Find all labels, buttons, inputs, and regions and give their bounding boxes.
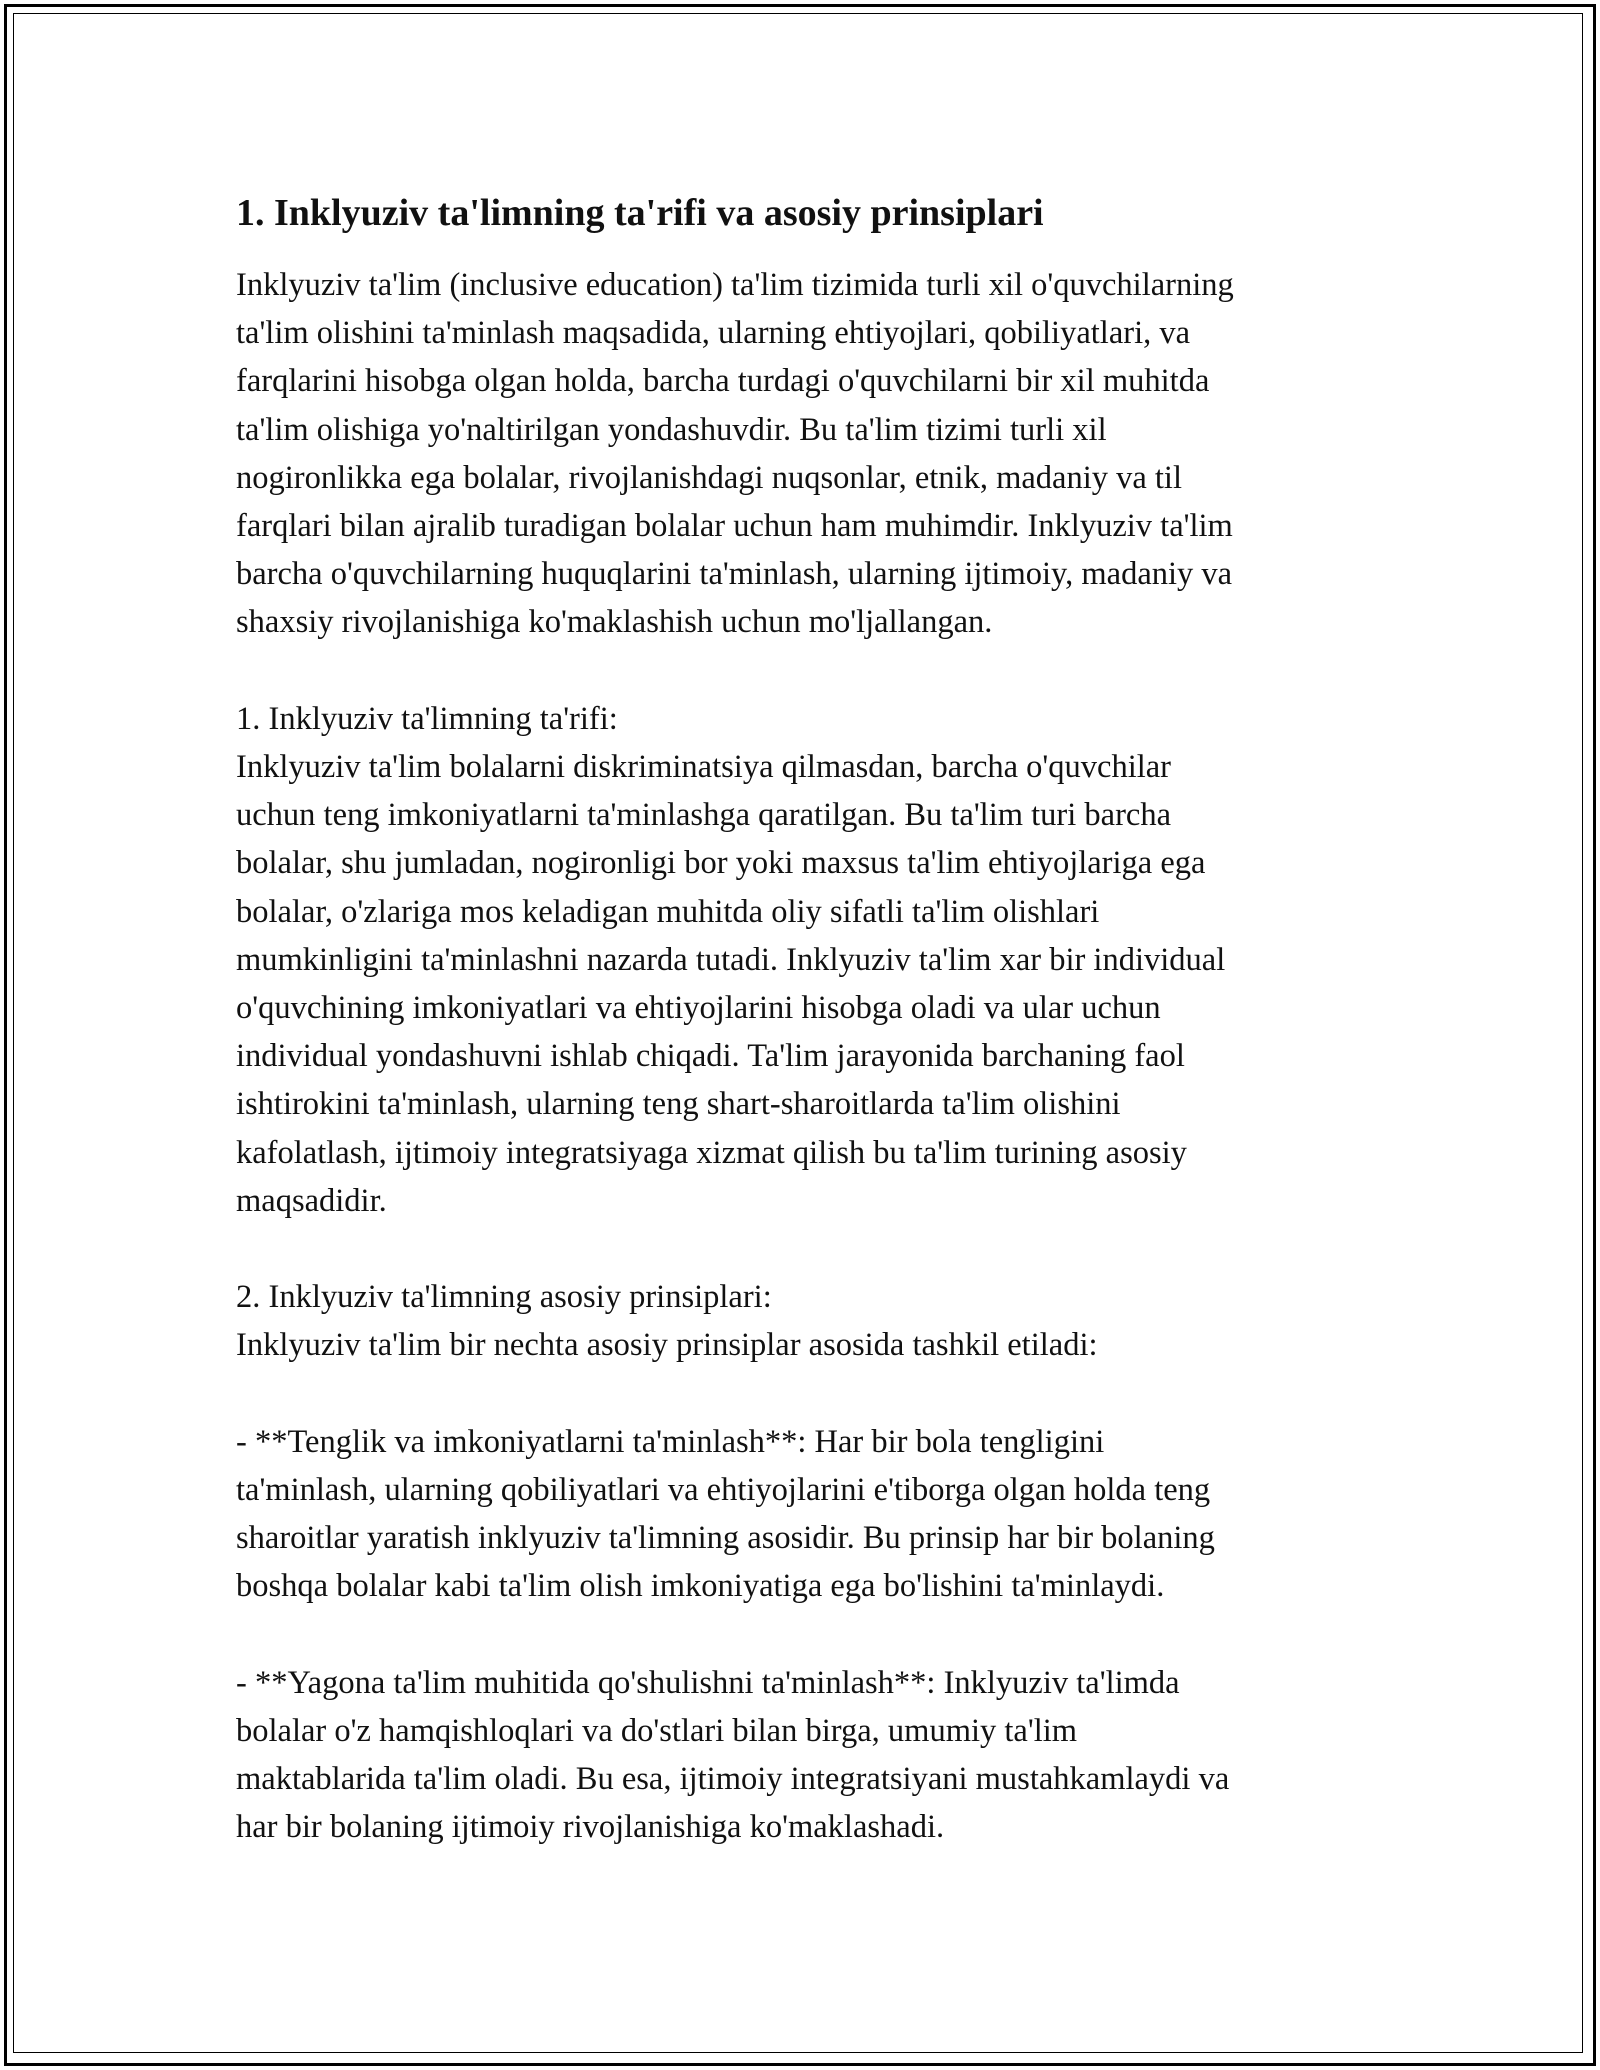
- section-title: 2. Inklyuziv ta'limning asosiy prinsiplari:: [236, 1279, 772, 1316]
- text-line: nogironlikka ega bolalar, rivojlanishdagi nuqsonlar, etnik, madaniy va til: [236, 459, 1182, 496]
- text-line: bolalar, o'zlariga mos keladigan muhitda oliy sifatli ta'lim olishlari: [236, 893, 1100, 930]
- text-line: boshqa bolalar kabi ta'lim olish imkoniyatiga ega bo'lishini ta'minlaydi.: [236, 1568, 1165, 1605]
- text-line: Inklyuziv ta'lim bolalarni diskriminatsiya qilmasdan, barcha o'quvchilar: [236, 749, 1172, 786]
- text-line: ta'lim olishini ta'minlash maqsadida, ularning ehtiyojlari, qobiliyatlari, va: [236, 315, 1191, 352]
- text-line: farqlarini hisobga olgan holda, barcha turdagi o'quvchilarni bir xil muhitda: [236, 363, 1210, 400]
- text-line: individual yondashuvni ishlab chiqadi. Ta'lim jarayonida barchaning faol: [236, 1038, 1185, 1075]
- paragraph-spacer: [236, 1370, 1386, 1418]
- text-line: o'quvchining imkoniyatlari va ehtiyojlarini hisobga oladi va ular uchun: [236, 990, 1161, 1027]
- principle-item-inclusion: [236, 1659, 1386, 1852]
- text-line: bolalar, shu jumladan, nogironligi bor yoki maxsus ta'lim ehtiyojlariga ega: [236, 845, 1206, 882]
- document-body: [236, 187, 1386, 1852]
- section-principles: [236, 1273, 1386, 1369]
- text-line: ta'lim olishiga yo'naltirilgan yondashuvdir. Bu ta'lim tizimi turli xil: [236, 411, 1107, 448]
- paragraph-spacer: [236, 1611, 1386, 1659]
- text-line: uchun teng imkoniyatlarni ta'minlashga qaratilgan. Bu ta'lim turi barcha: [236, 797, 1171, 834]
- text-line: sharoitlar yaratish inklyuziv ta'limning asosidir. Bu prinsip har bir bolaning: [236, 1520, 1215, 1557]
- text-line: Inklyuziv ta'lim bir nechta asosiy prinsiplar asosida tashkil etiladi:: [236, 1327, 1098, 1364]
- section-title: 1. Inklyuziv ta'limning ta'rifi:: [236, 700, 618, 737]
- text-line: bolalar o'z hamqishloqlari va do'stlari bilan birga, umumiy ta'lim: [236, 1713, 1078, 1750]
- section-definition: [236, 695, 1386, 1225]
- text-line: har bir bolaning ijtimoiy rivojlanishiga ko'maklashadi.: [236, 1809, 945, 1846]
- text-line: - **Tenglik va imkoniyatlarni ta'minlash**: Har bir bola tengligini: [236, 1423, 1105, 1460]
- text-line: - **Yagona ta'lim muhitida qo'shulishni ta'minlash**: Inklyuziv ta'limda: [236, 1664, 1180, 1701]
- text-line: barcha o'quvchilarning huquqlarini ta'minlash, ularning ijtimoiy, madaniy va: [236, 556, 1233, 593]
- text-line: Inklyuziv ta'lim (inclusive education) ta'lim tizimida turli xil o'quvchilarning: [236, 267, 1234, 303]
- paragraph-spacer: [236, 1225, 1386, 1273]
- text-line: ishtirokini ta'minlash, ularning teng shart-sharoitlarda ta'lim olishini: [236, 1086, 1121, 1123]
- text-line: mumkinligini ta'minlashni nazarda tutadi. Inklyuziv ta'lim xar bir individual: [236, 941, 1226, 978]
- intro-paragraph: [236, 261, 1386, 647]
- text-line: maqsadidir.: [236, 1182, 387, 1219]
- page-title: 1. Inklyuziv ta'limning ta'rifi va asosiy prinsiplari: [236, 192, 1044, 234]
- text-line: shaxsiy rivojlanishiga ko'maklashish uchun mo'ljallangan.: [236, 604, 993, 641]
- text-line: kafolatlash, ijtimoiy integratsiyaga xizmat qilish bu ta'lim turining asosiy: [236, 1134, 1187, 1171]
- text-line: maktablarida ta'lim oladi. Bu esa, ijtimoiy integratsiyani mustahkamlaydi va: [236, 1761, 1230, 1798]
- text-line: farqlari bilan ajralib turadigan bolalar uchun ham muhimdir. Inklyuziv ta'lim: [236, 508, 1233, 545]
- principle-item-equality: [236, 1418, 1386, 1611]
- text-line: ta'minlash, ularning qobiliyatlari va ehtiyojlarini e'tiborga olgan holda teng: [236, 1472, 1211, 1509]
- paragraph-spacer: [236, 647, 1386, 695]
